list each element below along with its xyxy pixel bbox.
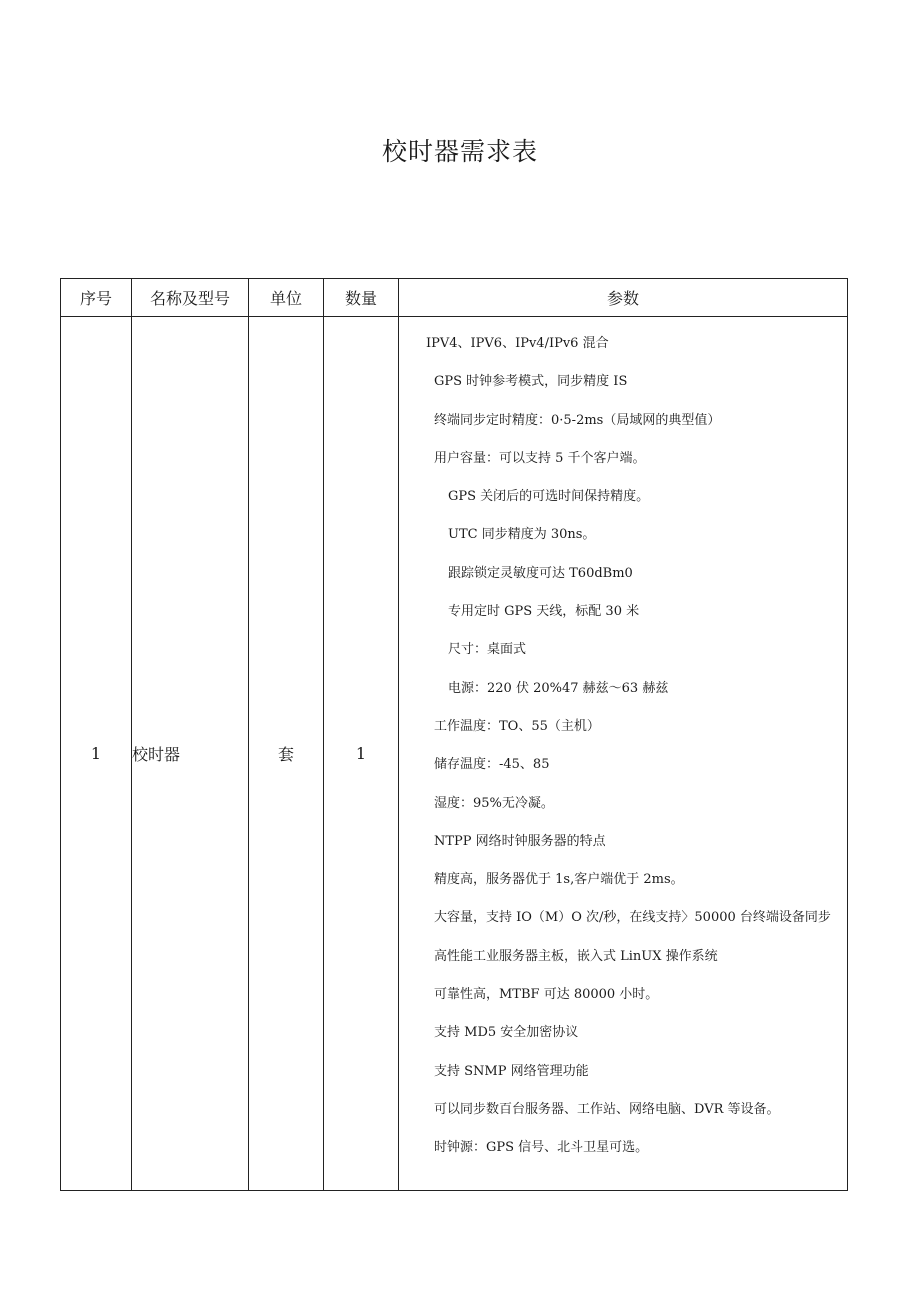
table-row: [61, 317, 848, 1191]
param-line: 可靠性高，MTBF 可达 80000 小时。: [434, 987, 659, 1003]
param-line: 精度高，服务器优于 1s,客户端优于 2ms。: [434, 872, 684, 888]
cell-quantity: 1: [324, 317, 399, 1191]
param-line: GPS 时钟参考模式，同步精度 IS: [434, 374, 628, 390]
header-parameters: 参数: [399, 279, 848, 317]
header-quantity: 数量: [324, 279, 399, 317]
header-index: 序号: [61, 279, 132, 317]
param-line: IPV4、IPV6、IPv4/IPv6 混合: [426, 336, 609, 351]
param-line: 储存温度：-45、85: [434, 757, 550, 773]
table-header-row: [61, 279, 848, 317]
param-line: GPS 关闭后的可选时间保持精度。: [448, 489, 650, 505]
param-line: 时钟源：GPS 信号、北斗卫星可选。: [434, 1140, 649, 1156]
param-line: 高性能工业服务器主板，嵌入式 LinUX 操作系统: [434, 948, 718, 964]
cell-parameters: [399, 317, 848, 1191]
param-line: 可以同步数百台服务器、工作站、网络电脑、DVR 等设备。: [434, 1101, 780, 1117]
param-line: 跟踪锁定灵敏度可达 T60dBm0: [448, 565, 633, 581]
param-line: 专用定时 GPS 天线，标配 30 米: [448, 604, 640, 620]
param-line: 电源：220 伏 20%47 赫兹～63 赫兹: [448, 680, 669, 696]
header-name-model: 名称及型号: [132, 279, 249, 317]
param-line: 工作温度：TO、55（主机）: [434, 718, 600, 734]
parameter-list: [399, 317, 847, 1190]
param-line: 尺寸：桌面式: [448, 642, 527, 658]
cell-name: 校时器: [132, 317, 249, 1191]
param-line: 支持 SNMP 网络管理功能: [434, 1063, 589, 1079]
cell-unit: 套: [249, 317, 324, 1191]
cell-index: 1: [61, 317, 132, 1191]
param-line: 大容量，支持 IO（M）O 次/秒，在线支持〉50000 台终端设备同步: [434, 910, 831, 926]
document-title: 校时器需求表: [381, 137, 538, 166]
requirements-table: [60, 278, 848, 1191]
param-line: NTPP 网络时钟服务器的特点: [434, 833, 606, 849]
param-line: UTC 同步精度为 30ns。: [448, 527, 596, 543]
param-line: 湿度：95%无冷凝。: [434, 795, 554, 811]
param-line: 终端同步定时精度：0·5-2ms（局域网的典型值）: [434, 412, 721, 428]
header-unit: 单位: [249, 279, 324, 317]
param-line: 支持 MD5 安全加密协议: [434, 1025, 579, 1041]
param-line: 用户容量：可以支持 5 千个客户端。: [434, 450, 646, 466]
